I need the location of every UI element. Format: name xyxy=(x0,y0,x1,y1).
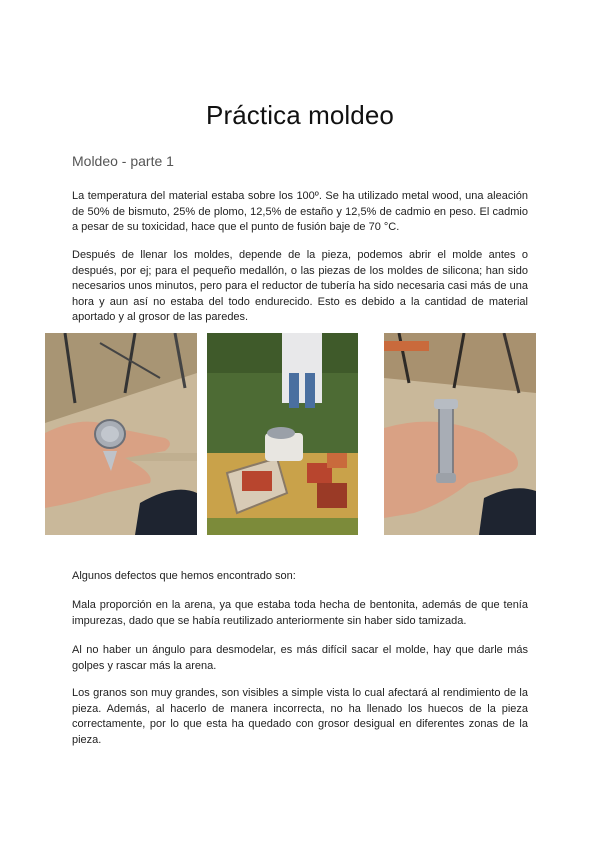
paragraph-defects-intro: Algunos defectos que hemos encontrado son: xyxy=(72,570,296,582)
paragraph-molds: Después de llenar los moldes, depende de la pieza, podemos abrir el molde antes o después, por ej; para el pequeño medallón, o las piezas de los moldes de silicona; han sido necesarios unos minutos, pero para el reductor de tubería ha sido necesaria casi más de una hora y aun así no estaba del todo endurecido. Esto es debido a la cantidad de material aportado y al grosor de las paredes. xyxy=(72,249,528,323)
photo-medallion-image xyxy=(45,333,197,535)
section-subtitle: Moldeo - parte 1 xyxy=(72,153,174,169)
photo-cast-piece xyxy=(384,333,536,535)
photo-casting-setup-image xyxy=(207,333,358,535)
paragraph-defect-sand: Mala proporción en la arena, ya que estaba toda hecha de bentonita, además de que tenía impurezas, dado que se había reutilizado anteriormente sin haber sido tamizada. xyxy=(72,599,528,627)
paragraph-defect-draft-angle: Al no haber un ángulo para desmodelar, es más difícil sacar el molde, hay que darle más golpes y rascar más la arena. xyxy=(72,644,528,672)
photo-casting-setup xyxy=(207,333,358,535)
paragraph-defect-grains: Los granos son muy grandes, son visibles a simple vista lo cual afectará al rendimiento de la pieza. Además, al hacerlo de manera incorrecta, no ha llenado los huecos de la pieza correctamente, por lo que esta ha quedado con grosor desigual en diferentes zonas de la pieza. xyxy=(72,687,528,746)
page-title: Práctica moldeo xyxy=(206,100,394,130)
photo-cast-piece-image xyxy=(384,333,536,535)
photo-medallion xyxy=(45,333,197,535)
paragraph-material: La temperatura del material estaba sobre los 100º. Se ha utilizado metal wood, una aleación de 50% de bismuto, 25% de plomo, 12,5% de estaño y 12,5% de cadmio en peso. El cadmio a pesar de su toxicidad, hace que el punto de fusión baje de 70 °C. xyxy=(72,190,528,233)
